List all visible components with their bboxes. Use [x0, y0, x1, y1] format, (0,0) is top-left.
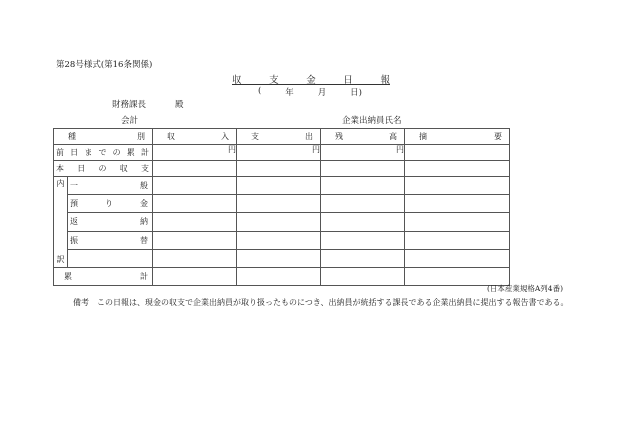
paper-size-note: (日本産業規格A列4番) [486, 284, 563, 293]
row-blank [54, 249, 510, 267]
header-income: 収 入 [153, 129, 237, 145]
row-label-cumulative: 前 日 ま で の 累 計 [54, 145, 153, 161]
row-deposit [54, 195, 510, 213]
cell-expense-general[interactable] [237, 177, 321, 195]
date-day: 日) [350, 88, 362, 98]
clerk-name-label: 企業出納員氏名 [342, 116, 402, 126]
cell-balance-deposit[interactable] [321, 195, 405, 213]
row-label-today: 本 日 の 収 支 [54, 161, 153, 177]
cell-income-total[interactable] [153, 268, 237, 286]
cell-balance-cumulative[interactable] [321, 145, 405, 161]
addressee: 財務課長 [112, 100, 147, 110]
header-row [54, 129, 510, 145]
date-line [258, 86, 362, 98]
row-refund [54, 213, 510, 231]
title-underline [232, 84, 390, 85]
cell-income-today[interactable] [153, 161, 237, 177]
cell-income-general[interactable] [153, 177, 237, 195]
header-type: 種 別 [54, 129, 153, 145]
cell-expense-today[interactable] [237, 161, 321, 177]
row-label-total: 累 計 [54, 268, 153, 286]
row-general [54, 177, 510, 195]
yen-unit: 円 [396, 145, 404, 154]
cell-balance-refund[interactable] [321, 213, 405, 231]
cell-remarks-deposit[interactable] [405, 195, 510, 213]
cell-expense-deposit[interactable] [237, 195, 321, 213]
cell-income-deposit[interactable] [153, 195, 237, 213]
cell-remarks-blank[interactable] [405, 249, 510, 267]
ledger-table [53, 128, 510, 286]
cell-expense-total[interactable] [237, 268, 321, 286]
header-expense: 支 出 [237, 129, 321, 145]
department-label: 会計 [121, 116, 139, 126]
cell-income-refund[interactable] [153, 213, 237, 231]
breakdown-label: 内 訳 [54, 177, 68, 268]
header-balance: 残 高 [321, 129, 405, 145]
cell-remarks-refund[interactable] [405, 213, 510, 231]
remark-note: 備考 この日報は、現金の収支で企業出納員が取り扱ったものにつき、出納員が統括する課長である企業出納員に提出する報告書である。 [73, 298, 569, 307]
row-label-blank[interactable] [68, 249, 153, 267]
cell-remarks-transfer[interactable] [405, 231, 510, 249]
title-char: 金 [306, 75, 316, 86]
cell-balance-blank[interactable] [321, 249, 405, 267]
addressee-honorific: 殿 [175, 100, 184, 110]
cell-remarks-cumulative[interactable] [405, 145, 510, 161]
cell-balance-transfer[interactable] [321, 231, 405, 249]
title-char: 収 [232, 75, 242, 86]
cell-balance-total[interactable] [321, 268, 405, 286]
cell-remarks-general[interactable] [405, 177, 510, 195]
title-char: 支 [269, 75, 279, 86]
row-transfer [54, 231, 510, 249]
cell-income-transfer[interactable] [153, 231, 237, 249]
row-label-general: 一 般 [68, 177, 153, 195]
row-today [54, 161, 510, 177]
date-year: 年 [285, 88, 294, 98]
form-number: 第28号様式(第16条関係) [56, 60, 153, 70]
cell-expense-transfer[interactable] [237, 231, 321, 249]
cell-balance-today[interactable] [321, 161, 405, 177]
row-label-refund: 返 納 [68, 213, 153, 231]
title-char: 日 [343, 75, 353, 86]
row-cumulative [54, 145, 510, 161]
cell-expense-cumulative[interactable] [237, 145, 321, 161]
cell-income-blank[interactable] [153, 249, 237, 267]
cell-income-cumulative[interactable] [153, 145, 237, 161]
cell-balance-general[interactable] [321, 177, 405, 195]
title-char: 報 [380, 75, 390, 86]
row-total [54, 268, 510, 286]
row-label-deposit: 預 り 金 [68, 195, 153, 213]
yen-unit: 円 [312, 145, 320, 154]
header-remarks: 摘 要 [405, 129, 510, 145]
yen-unit: 円 [228, 145, 236, 154]
row-label-transfer: 振 替 [68, 231, 153, 249]
date-open: ( [258, 86, 262, 96]
cell-remarks-today[interactable] [405, 161, 510, 177]
cell-expense-blank[interactable] [237, 249, 321, 267]
date-month: 月 [317, 88, 327, 98]
cell-expense-refund[interactable] [237, 213, 321, 231]
